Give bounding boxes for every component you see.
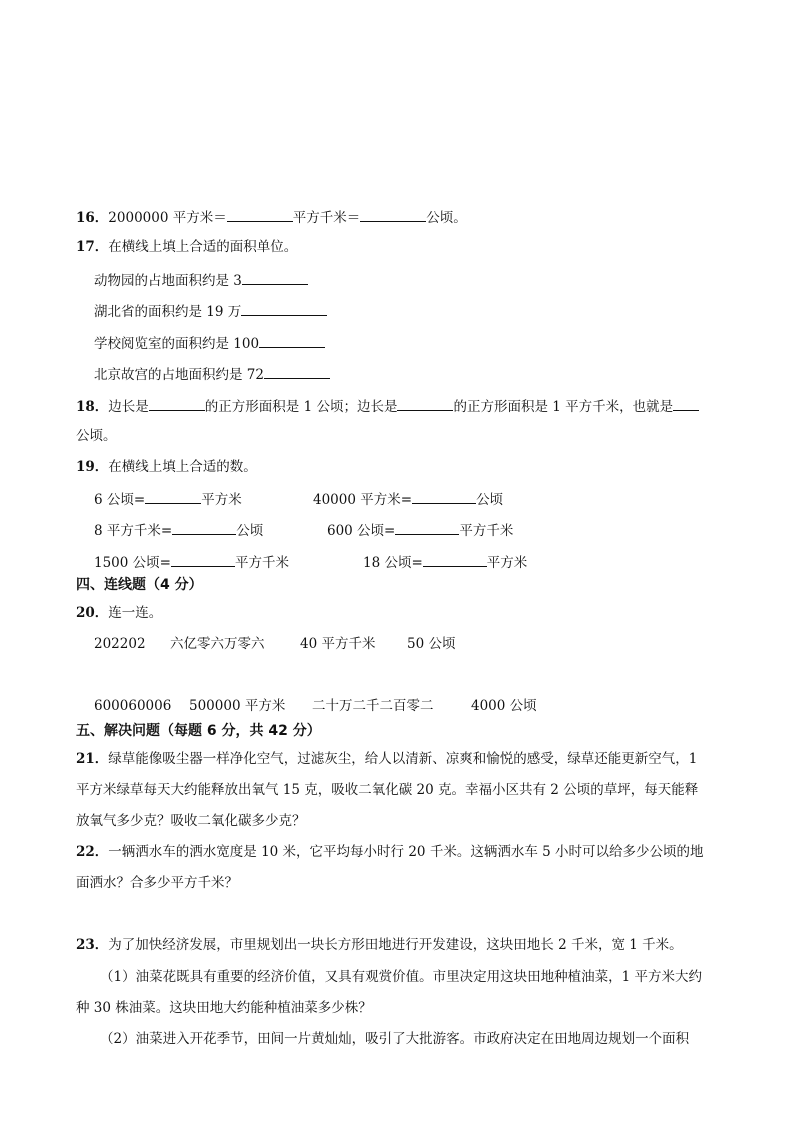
match-item[interactable]: 二十万二千二百零二 <box>312 698 434 714</box>
question-text: 边长是 <box>108 399 149 415</box>
question-16 <box>76 207 467 227</box>
question-text: 绿草能像吸尘器一样净化空气，过滤灰尘，给人以清新、凉爽和愉悦的感受，绿草还能更新空气，1 <box>108 751 698 767</box>
fill-item <box>94 489 242 509</box>
match-item[interactable]: 40 平方千米 <box>300 636 376 652</box>
match-item[interactable]: 500000 平方米 <box>189 698 286 714</box>
question-number: 17． <box>76 239 109 255</box>
item-text: 公顷 <box>236 523 264 539</box>
item-text: 600 公顷= <box>327 523 396 539</box>
item-text: 公顷 <box>476 492 504 508</box>
answer-blank[interactable] <box>149 396 205 411</box>
item-text: 动物园的占地面积约是 3 <box>94 273 242 289</box>
fill-item <box>94 301 327 321</box>
question-number: 20． <box>76 605 109 621</box>
item-text: 1500 公顷= <box>94 555 171 571</box>
question-21 <box>76 750 697 768</box>
question-stem: 在横线上填上合适的面积单位。 <box>108 239 298 255</box>
question-18-cont <box>76 427 117 445</box>
answer-blank[interactable] <box>242 270 308 285</box>
answer-blank[interactable] <box>673 396 699 411</box>
question-text: 的正方形面积是 1 公顷；边长是 <box>204 399 398 415</box>
question-20 <box>76 604 162 622</box>
question-number: 21． <box>76 751 109 767</box>
item-text: 平方千米 <box>459 523 514 539</box>
question-stem: 在横线上填上合适的数。 <box>108 459 257 475</box>
fill-item <box>363 552 527 572</box>
item-text: 北京故宫的占地面积约是 72 <box>94 367 264 383</box>
answer-blank[interactable] <box>360 207 426 222</box>
question-22 <box>76 843 704 861</box>
question-number: 18． <box>76 399 109 415</box>
answer-blank[interactable] <box>145 489 201 504</box>
section-heading: 五、解决问题（每题 6 分，共 42 分） <box>76 723 321 739</box>
question-23 <box>76 936 683 954</box>
question-text-line: 面洒水？合多少平方千米？ <box>76 875 238 891</box>
match-item[interactable]: 六亿零六万零六 <box>170 636 265 652</box>
item-text: 平方千米 <box>234 555 289 571</box>
item-text: 8 平方千米= <box>94 523 173 539</box>
answer-blank[interactable] <box>172 520 236 535</box>
question-18 <box>76 396 699 416</box>
fill-item <box>94 364 330 384</box>
match-item[interactable]: 600060006 <box>94 698 172 714</box>
answer-blank[interactable] <box>171 552 235 567</box>
question-19 <box>76 458 257 476</box>
answer-blank[interactable] <box>264 364 330 379</box>
question-text: 公顷。 <box>426 210 467 226</box>
question-stem: 连一连。 <box>108 605 163 621</box>
item-text: 平方米 <box>486 555 528 571</box>
question-text: 一辆洒水车的洒水宽度是 10 米，它平均每小时行 20 千米。这辆洒水车 5 小时可以给多少公顷的地 <box>108 844 704 860</box>
fill-item <box>94 270 308 290</box>
question-number: 22． <box>76 844 109 860</box>
item-text: 40000 平方米= <box>313 492 413 508</box>
question-text: 2000000 平方米＝ <box>108 210 227 226</box>
sub-question-1: （1）油菜花既具有重要的经济价值，又具有观赏价值。市里决定用这块田地种植油菜，1 平方米大约 <box>100 969 702 985</box>
section-heading: 四、连线题（4 分） <box>76 577 203 593</box>
question-17 <box>76 238 297 256</box>
item-text: 平方米 <box>201 492 242 508</box>
sub-question-2: （2）油菜进入开花季节，田间一片黄灿灿，吸引了大批游客。市政府决定在田地周边规划一个面积 <box>100 1031 690 1047</box>
question-text: 公顷。 <box>76 428 117 444</box>
fill-item <box>327 520 513 540</box>
match-item[interactable]: 202202 <box>94 636 146 652</box>
answer-blank[interactable] <box>397 396 453 411</box>
question-number: 23． <box>76 937 109 953</box>
match-item[interactable]: 4000 公顷 <box>471 698 537 714</box>
answer-blank[interactable] <box>395 520 459 535</box>
question-text-line: 放氧气多少克？吸收二氧化碳多少克？ <box>76 813 306 829</box>
question-text-line: 平方米绿草每天大约能释放出氧气 15 克，吸收二氧化碳 20 克。幸福小区共有 2 公顷的草坪，每天能释 <box>76 782 699 798</box>
match-item[interactable]: 50 公顷 <box>407 636 456 652</box>
answer-blank[interactable] <box>259 333 325 348</box>
question-text: 为了加快经济发展，市里规划出一块长方形田地进行开发建设，这块田地长 2 千米，宽 1 千米。 <box>108 937 683 953</box>
fill-item <box>94 552 289 572</box>
answer-blank[interactable] <box>423 552 487 567</box>
item-text: 6 公顷= <box>94 492 146 508</box>
answer-blank[interactable] <box>227 207 293 222</box>
fill-item <box>313 489 503 509</box>
item-text: 18 公顷= <box>363 555 423 571</box>
question-number: 19． <box>76 459 109 475</box>
fill-item <box>94 333 325 353</box>
question-text: 平方千米＝ <box>292 210 361 226</box>
question-text: 的正方形面积是 1 平方千米，也就是 <box>453 399 674 415</box>
answer-blank[interactable] <box>241 301 327 316</box>
fill-item <box>94 520 263 540</box>
item-text: 湖北省的面积约是 19 万 <box>94 304 242 320</box>
question-text-line: 种 30 株油菜。这块田地大约能种植油菜多少株？ <box>76 1000 372 1016</box>
item-text: 学校阅览室的面积约是 100 <box>94 336 260 352</box>
question-number: 16． <box>76 210 109 226</box>
answer-blank[interactable] <box>412 489 476 504</box>
